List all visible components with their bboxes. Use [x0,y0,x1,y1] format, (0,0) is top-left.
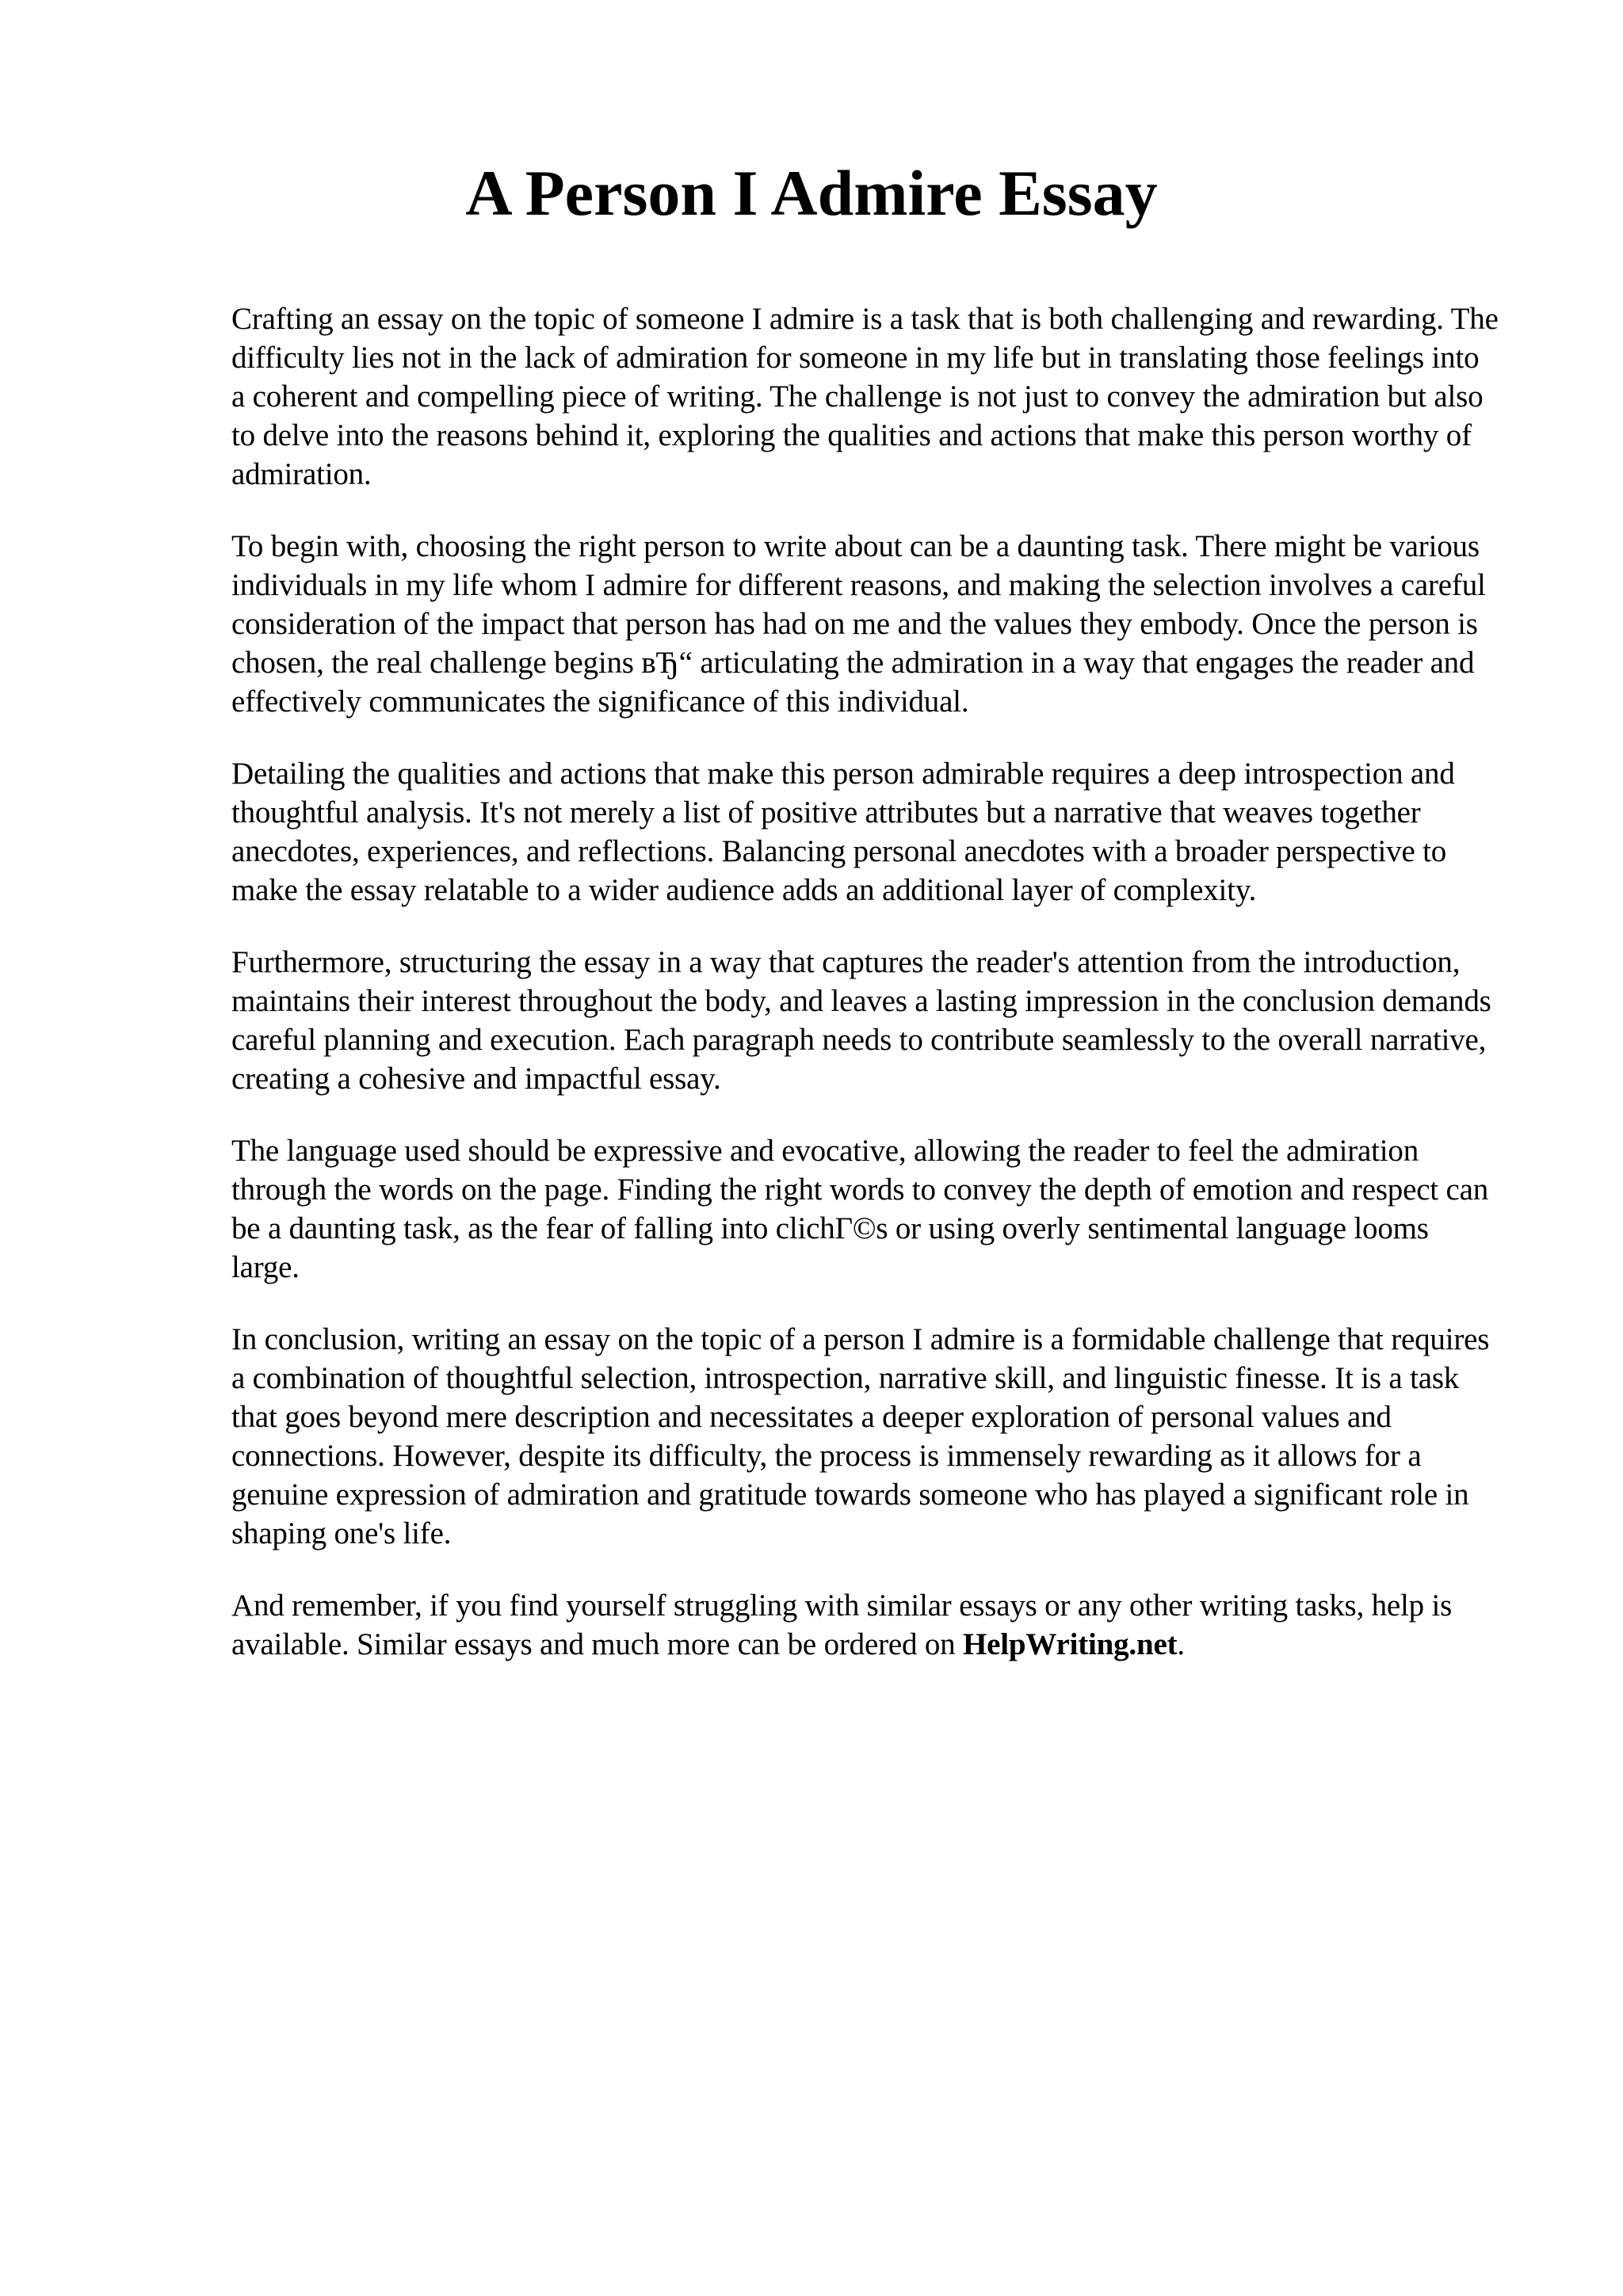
paragraph-2: To begin with, choosing the right person to write about can be a daunting task. There might be various individuals in my life whom I admire for different reasons, and making the selection involves a careful consideration of the impact that person has had on me and the values they embody. Once the person is chosen, the real challenge begins вЂ“ articulating the admiration in a way that engages the reader and effectively communicates the significance of this individual. [231,529,1486,719]
paragraph-5: The language used should be expressive and evocative, allowing the reader to feel the admiration through the words on the page. Finding the right words to convey the depth of emotion and respect can be a daunting task, as the fear of falling into clichГ©s or using overly sentimental language looms large. [231,1134,1489,1284]
closing-text: And remember, if you find yourself struggling with similar essays or any other writing tasks, help is available. Similar essays and much more can be ordered on [231,1589,1453,1661]
closing-period: . [1177,1627,1185,1661]
paragraph-6: In conclusion, writing an essay on the topic of a person I admire is a formidable challenge that requires a combination of thoughtful selection, introspection, narrative skill, and linguistic finesse. It is a task that goes beyond mere description and necessitates a deeper exploration of personal values and connections. However, despite its difficulty, the process is immensely rewarding as it allows for a genuine expression of admiration and gratitude towards someone who has played a significant role in shaping one's life. [231,1322,1490,1550]
page-title: A Person I Admire Essay [465,157,1158,229]
helpwriting-link[interactable]: HelpWriting.net [963,1627,1178,1661]
closing-paragraph [231,1586,1499,1664]
essay-body [231,299,1499,1697]
paragraph-4: Furthermore, structuring the essay in a way that captures the reader's attention from the introduction, maintains their interest throughout the body, and leaves a lasting impression in the conclusion demands careful planning and execution. Each paragraph needs to contribute seamlessly to the overall narrative, creating a cohesive and impactful essay. [231,945,1491,1096]
paragraph-1: Crafting an essay on the topic of someone I admire is a task that is both challenging and rewarding. The difficulty lies not in the lack of admiration for someone in my life but in translating those feelings into a coherent and compelling piece of writing. The challenge is not just to convey the admiration but also to delve into the reasons behind it, exploring the qualities and actions that make this person worthy of admiration. [231,302,1499,491]
paragraph-3: Detailing the qualities and actions that make this person admirable requires a deep introspection and thoughtful analysis. It's not merely a list of positive attributes but a narrative that weaves together anecdotes, experiences, and reflections. Balancing personal anecdotes with a broader perspective to make the essay relatable to a wider audience adds an additional layer of complexity. [231,757,1455,907]
